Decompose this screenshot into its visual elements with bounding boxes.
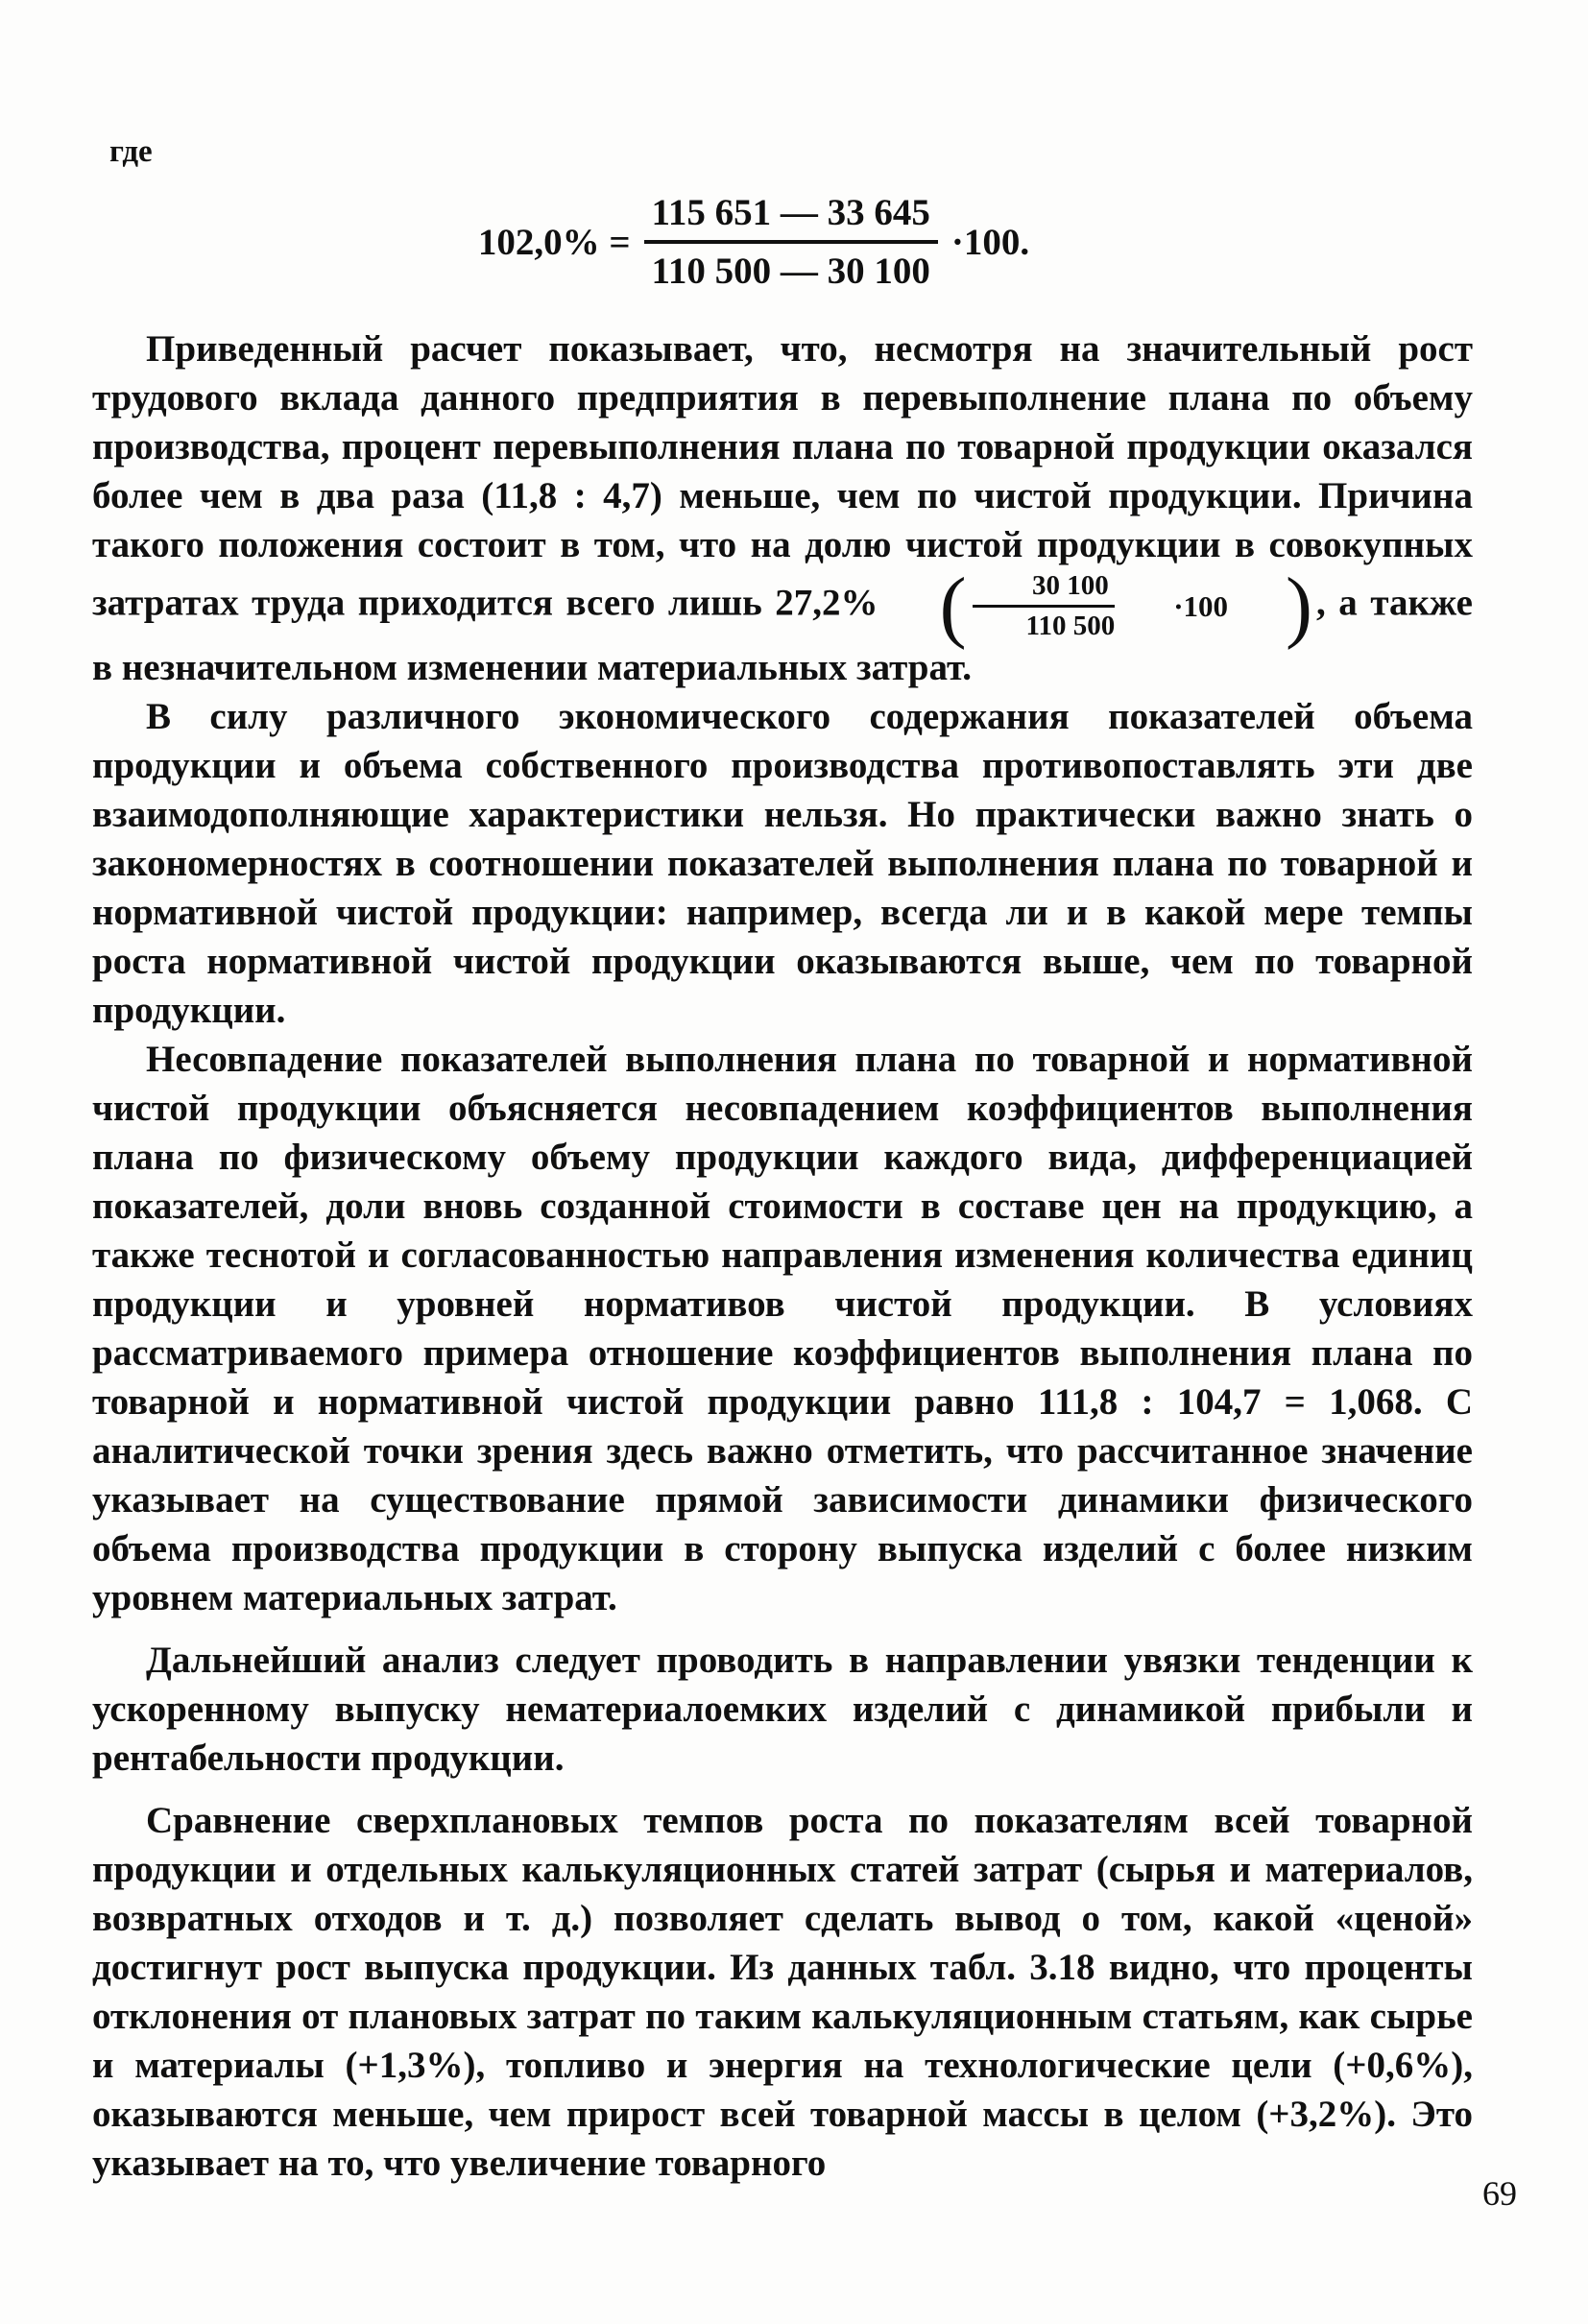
paragraph-2: В силу различного экономического содержания показателей объема продукции и объема собственного производства противопоставлять эти две взаимодополняющие характеристики нельзя. Но практически важно знать о закономерностях в соотношении показателей выполнения плана по товарной и нормативной чистой продукции: например, всегда ли и в какой мере темпы роста нормативной чистой продукции оказываются выше, чем по товарной продукции. [92, 696, 1473, 1031]
paragraph-1 [92, 324, 1473, 692]
lead-word: где [109, 134, 153, 169]
formula-lhs: 102,0% = [477, 221, 631, 263]
page-number: 69 [1482, 2174, 1517, 2213]
paragraph-1-text-before: Приведенный расчет показывает, что, несмотря на значительный рост трудового вклада данного предприятия в перевыполнение плана по объему производства, процент перевыполнения плана по товарной продукции оказался более чем в два раза (11,8 : 4,7) меньше, чем по чистой продукции. Причина такого положения состоит в том, что на долю чистой продукции в совокупных затратах труда приходится всего лишь 27,2% [92, 328, 1473, 624]
paragraph-1-text-after: , а также в незначительном изменении материальных затрат. [92, 582, 1473, 688]
inline-fraction [973, 569, 1116, 643]
paragraph-4: Дальнейший анализ следует проводить в направлении увязки тенденции к ускоренному выпуску нематериалоемких изделий с динамикой прибыли и рентабельности продукции. [92, 1640, 1473, 1779]
inline-formula-numerator: 30 100 [973, 569, 1116, 608]
formula-fraction [644, 188, 938, 296]
paragraph-3: Несовпадение показателей выполнения плана по товарной и нормативной чистой продукции объясняется несовпадением коэффициентов выполнения плана по физическому объему продукции каждого вида, дифференциацией показателей, доли вновь созданной стоимости в составе цен на продукцию, а также теснотой и согласованностью направления изменения количества единиц продукции и уровней нормативов чистой продукции. В условиях рассматриваемого примера отношение коэффициентов выполнения плана по товарной и нормативной чистой продукции равно 111,8 : 104,7 = 1,068. С аналитической точки зрения здесь важно отметить, что рассчитанное значение указывает на существование прямой зависимости динамики физического объема производства продукции в сторону выпуска изделий с более низким уровнем материальных затрат. [92, 1039, 1473, 1618]
inline-formula: ( $\frac{30 100}{110 500}$ ·100 ) [939, 561, 1313, 651]
inline-formula-denominator: 110 500 [1025, 611, 1116, 641]
formula-numerator: 115 651 — 33 645 [644, 188, 938, 244]
inline-formula-suffix: ·100 [1173, 589, 1229, 623]
formula-denominator: 110 500 — 30 100 [651, 251, 930, 292]
display-formula [92, 188, 1415, 296]
paragraph-5: Сравнение сверхплановых темпов роста по показателям всей товарной продукции и отдельных калькуляционных статей затрат (сырья и материалов, возвратных отходов и т. д.) позволяет сделать вывод о том, какой «ценой» достигнут рост выпуска продукции. Из данных табл. 3.18 видно, что проценты отклонения от плановых затрат по таким калькуляционным статьям, как сырье и материалы (+1,3%), топливо и энергия на технологические цели (+0,6%), оказываются меньше, чем прирост всей товарной массы в целом (+3,2%). Это указывает на то, что увеличение товарного [92, 1800, 1473, 2184]
formula-suffix: ·100. [950, 221, 1030, 263]
